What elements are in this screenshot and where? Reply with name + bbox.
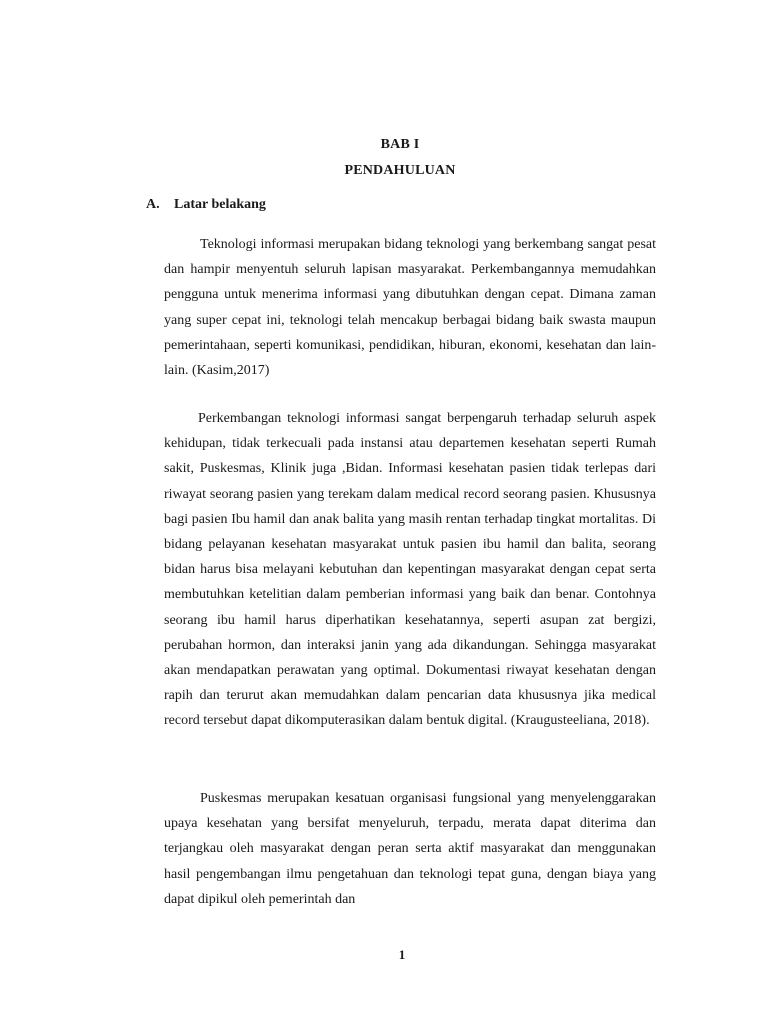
page-number: 1 [398, 947, 406, 962]
section-title: Latar belakang [174, 197, 266, 212]
section-letter: A. [146, 197, 160, 212]
body-paragraph: Puskesmas merupakan kesatuan organisasi fungsional yang menyelenggarakan upaya kesehatan yang bersifat menyeluruh, terpadu, merata dapat diterima dan terjangkau oleh masyarakat dengan peran serta aktif masyarakat dan menggunakan hasil pengembangan ilmu pengetahuan dan teknologi tepat guna, dengan biaya yang dapat dipikul oleh pemerintah dan [164, 791, 656, 907]
chapter-title: PENDAHULUAN [344, 163, 456, 178]
chapter-number: BAB I [380, 137, 420, 152]
section-heading [146, 197, 266, 213]
body-paragraph: Perkembangan teknologi informasi sangat berpengaruh terhadap seluruh aspek kehidupan, tidak terkecuali pada instansi atau departemen kesehatan seperti Rumah sakit, Puskesmas, Klinik juga ,Bidan. Informasi kesehatan pasien tidak terlepas dari riwayat seorang pasien yang terekam dalam medical record seorang pasien. Khususnya bagi pasien Ibu hamil dan anak balita yang masih rentan terhadap tingkat mortalitas. Di bidang pelayanan kesehatan masyarakat untuk pasien ibu hamil dan balita, seorang bidan harus bisa melayani kebutuhan dan kepentingan masyarakat dengan cepat serta membutuhkan ketelitian dalam pemberian informasi yang baik dan benar. Contohnya seorang ibu hamil harus diperhatikan kesehatannya, seperti asupan zat bergizi, perubahan hormon, dan interaksi janin yang ada dikandungan. Sehingga masyarakat akan mendapatkan perawatan yang optimal. Dokumentasi riwayat kesehatan dengan rapih dan terurut akan memudahkan dalam pencarian data khususnya jika medical record tersebut dapat dikomputerasikan dalam bentuk digital. (Kraugusteeliana, 2018). [164, 411, 656, 729]
body-paragraph: Teknologi informasi merupakan bidang teknologi yang berkembang sangat pesat dan hampir menyentuh seluruh lapisan masyarakat. Perkembangannya memudahkan pengguna untuk menerima informasi yang dibutuhkan dengan cepat. Dimana zaman yang super cepat ini, teknologi telah mencakup berbagai bidang baik swasta maupun pemerintahaan, seperti komunikasi, pendidikan, hiburan, ekonomi, kesehatan dan lain-lain. (Kasim,2017) [164, 237, 656, 379]
